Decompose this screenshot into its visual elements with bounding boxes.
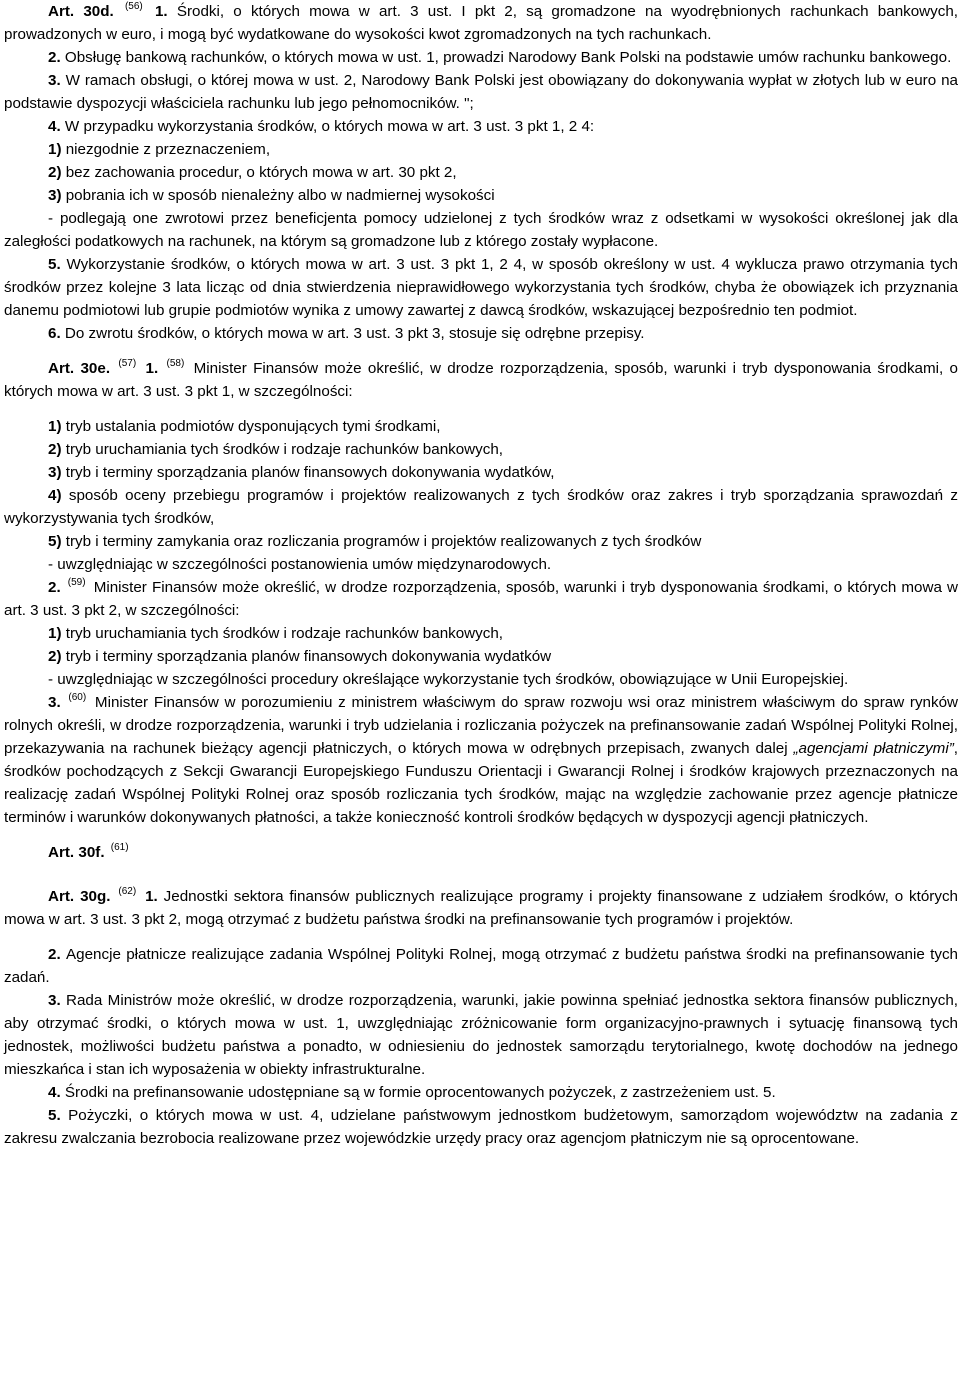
paragraph-number: 6. <box>48 325 65 342</box>
paragraph-number: Art. 30d. <box>48 3 123 20</box>
paragraph-p5 <box>4 138 958 161</box>
footnote-ref: (58) <box>166 358 185 369</box>
paragraph-p18 <box>4 576 958 622</box>
paragraph-number: 3) <box>48 187 66 204</box>
paragraph-text: Środki, o których mowa w art. 3 ust. I pkt 2, są gromadzone na wyodrębnionych rachunkach bankowych, prowadzonych w euro, i mogą być wydatkowane do wysokości kwot zgromadzonych na tych rachunkach. <box>4 3 959 43</box>
paragraph-number: 3. <box>48 694 67 711</box>
paragraph-text: Minister Finansów może określić, w drodze rozporządzenia, sposób, warunki i tryb dysponowania środkami, o których mowa w art. 3 ust. 3 pkt 1, w szczególności: <box>4 360 959 400</box>
paragraph-number: 4) <box>48 487 69 504</box>
paragraph-p26 <box>4 989 958 1081</box>
paragraph-p22 <box>4 691 958 829</box>
paragraph-p9 <box>4 253 958 322</box>
paragraph-text: - uwzględniając w szczególności postanowienia umów międzynarodowych. <box>48 556 552 573</box>
paragraph-p10 <box>4 322 958 345</box>
paragraph-p16 <box>4 530 958 553</box>
paragraph-text: Agencje płatnicze realizujące zadania Wspólnej Polityki Rolnej, mogą otrzymać z budżetu państwa środki na prefinansowanie tych zadań. <box>4 946 958 986</box>
paragraph-p13 <box>4 438 958 461</box>
paragraph-number: Art. 30g. <box>48 888 117 905</box>
paragraph-p11 <box>4 357 958 403</box>
paragraph-text: , środków pochodzących z Sekcji Gwarancji Europejskiego Funduszu Orientacji i Gwarancji Rolnej i środków krajowych przeznaczonych na realizację zadań Wspólnej Polityki Rolnej oraz sposób rozliczania tych środków, mając na względzie zachowanie przez agencje płatnicze terminów i warunków dokonywanych płatności, a także konieczność kontroli środków będących w dyspozycji agencji płatniczych. <box>4 740 958 826</box>
paragraph-p20 <box>4 645 958 668</box>
paragraph-number: 4. <box>48 118 65 135</box>
paragraph-p21 <box>4 668 958 691</box>
paragraph-text: pobrania ich w sposób nienależny albo w nadmiernej wysokości <box>65 187 495 204</box>
paragraph-number: 3. <box>48 992 67 1009</box>
paragraph-p15 <box>4 484 958 530</box>
paragraph-p7 <box>4 184 958 207</box>
paragraph-text: Do zwrotu środków, o których mowa w art. 3 ust. 3 pkt 3, stosuje się odrębne przepisy. <box>64 325 645 342</box>
paragraph-number: 3. <box>48 72 66 89</box>
footnote-ref: (62) <box>118 886 137 897</box>
paragraph-text: Środki na prefinansowanie udostępniane są w formie oprocentowanych pożyczek, z zastrzeżeniem ust. 5. <box>64 1084 776 1101</box>
paragraph-number: 2) <box>48 648 66 665</box>
paragraph-p17 <box>4 553 958 576</box>
footnote-ref: (61) <box>110 842 129 853</box>
paragraph-text: - uwzględniając w szczególności procedury określające wykorzystanie tych środków, obowiązujące w Unii Europejskiej. <box>48 671 849 688</box>
paragraph-number: 3) <box>48 464 66 481</box>
footnote-ref: (60) <box>68 692 87 703</box>
paragraph-number: 5) <box>48 533 66 550</box>
paragraph-number: 1. <box>139 888 164 905</box>
paragraph-number: 1) <box>48 418 66 435</box>
paragraph-text: tryb i terminy zamykania oraz rozliczania programów i projektów realizowanych z tych środków <box>65 533 702 550</box>
paragraph-text: - podlegają one zwrotowi przez beneficjenta pomocy udzielonej z tych środków wraz z odsetkami w wysokości określonej jak dla zaległości podatkowych na rachunek, na którym są gromadzone lub z którego zostały wypłacone. <box>4 210 958 250</box>
paragraph-p19 <box>4 622 958 645</box>
paragraph-text: W ramach obsługi, o której mowa w ust. 2, Narodowy Bank Polski jest obowiązany do dokonywania wypłat w złotych lub w euro na podstawie dyspozycji właściciela rachunku lub jego pełnomocników. "; <box>4 72 958 112</box>
paragraph-p1 <box>4 0 958 46</box>
paragraph-p25 <box>4 943 958 989</box>
paragraph-text: niezgodnie z przeznaczeniem, <box>65 141 271 158</box>
footnote-ref: (59) <box>67 577 86 588</box>
paragraph-p2 <box>4 46 958 69</box>
paragraph-text: bez zachowania procedur, o których mowa w art. 30 pkt 2, <box>65 164 457 181</box>
paragraph-text: Pożyczki, o których mowa w ust. 4, udzielane państwowym jednostkom budżetowym, samorządom województw na zadania z zakresu zwalczania bezrobocia realizowane przez wojewódzkie urzędy pracy oraz agencjom płatniczym nie są oprocentowane. <box>4 1107 959 1147</box>
footnote-ref: (56) <box>124 1 143 12</box>
paragraph-p4 <box>4 115 958 138</box>
paragraph-text: Minister Finansów może określić, w drodze rozporządzenia, sposób, warunki i tryb dysponowania środkami, o których mowa w art. 3 ust. 3 pkt 2, w szczególności: <box>4 579 958 619</box>
paragraph-text: Minister Finansów w porozumieniu z ministrem właściwym do spraw rozwoju wsi oraz ministrem właściwym do spraw rynków rolnych określi, w drodze rozporządzenia, warunki i tryb udzielania i rozliczania pożyczek na prefinansowanie zadań Wspólnej Polityki Rolnej, przekazywania na rachunek bieżący agencji płatniczych, o których mowa w odrębnych przepisach, zwanych dalej <box>4 694 959 757</box>
paragraph-text: tryb i terminy sporządzania planów finansowych dokonywania wydatków <box>65 648 552 665</box>
paragraph-number: 1. <box>139 360 165 377</box>
paragraph-number: 1) <box>48 141 66 158</box>
paragraph-p3 <box>4 69 958 115</box>
paragraph-p8 <box>4 207 958 253</box>
paragraph-text: Rada Ministrów może określić, w drodze rozporządzenia, warunki, jakie powinna spełniać jednostka sektora finansów publicznych, aby otrzymać środki, o których mowa w ust. 1, uwzględniając zróżnicowanie form organizacyjno-prawnych i sytuację finansową tych jednostek, możliwości budżetu państwa a ponadto, w odniesieniu do jednostek samorządu terytorialnego, kwotę dochodów na jednego mieszkańca i stan ich wyposażenia w obiekty infrastrukturalne. <box>4 992 958 1078</box>
paragraph-number: 5. <box>48 256 67 273</box>
paragraph-text: tryb ustalania podmiotów dysponujących tymi środkami, <box>65 418 441 435</box>
paragraph-number: 1. <box>145 3 177 20</box>
paragraph-p24 <box>4 885 958 931</box>
defined-term: „agencjami płatniczymi” <box>793 740 954 757</box>
paragraph-text: Jednostki sektora finansów publicznych realizujące programy i projekty finansowane z udziałem środków, o których mowa w art. 3 ust. 3 pkt 2, mogą otrzymać z budżetu państwa środki na prefinansowanie tych programów i projektów. <box>4 888 958 928</box>
paragraph-number: Art. 30f. <box>48 844 109 861</box>
paragraph-number: 2. <box>48 49 65 66</box>
paragraph-text: tryb uruchamiania tych środków i rodzaje rachunków bankowych, <box>65 625 504 642</box>
paragraph-p27 <box>4 1081 958 1104</box>
paragraph-number: Art. 30e. <box>48 360 117 377</box>
paragraph-p12 <box>4 415 958 438</box>
paragraph-number: 2) <box>48 164 66 181</box>
paragraph-number: 1) <box>48 625 66 642</box>
paragraph-p14 <box>4 461 958 484</box>
paragraph-p23 <box>4 841 958 864</box>
paragraph-p6 <box>4 161 958 184</box>
paragraph-text: tryb i terminy sporządzania planów finansowych dokonywania wydatków, <box>65 464 555 481</box>
paragraph-number: 2. <box>48 946 66 963</box>
paragraph-number: 4. <box>48 1084 65 1101</box>
paragraph-number: 5. <box>48 1107 69 1124</box>
paragraph-text: tryb uruchamiania tych środków i rodzaje rachunków bankowych, <box>65 441 504 458</box>
paragraph-text: Wykorzystanie środków, o których mowa w art. 3 ust. 3 pkt 1, 2 4, w sposób określony w ust. 4 wyklucza prawo otrzymania tych środków przez kolejne 3 lata licząc od dnia stwierdzenia nieprawidłowego wykorzystania tych środków, chyba że obowiązek ich przyznania danemu podmiotowi lub grupie podmiotów wynika z umowy zawartej z dawcą środków, wskazującej bezpośrednio ten podmiot. <box>4 256 959 319</box>
paragraph-text: sposób oceny przebiegu programów i projektów realizowanych z tych środków oraz zakres i tryb sporządzania sprawozdań z wykorzystywania tych środków, <box>4 487 958 527</box>
paragraph-text: W przypadku wykorzystania środków, o których mowa w art. 3 ust. 3 pkt 1, 2 4: <box>64 118 595 135</box>
paragraph-number: 2. <box>48 579 66 596</box>
paragraph-p28 <box>4 1104 958 1150</box>
footnote-ref: (57) <box>118 358 137 369</box>
paragraph-number: 2) <box>48 441 66 458</box>
paragraph-text: Obsługę bankową rachunków, o których mowa w ust. 1, prowadzi Narodowy Bank Polski na podstawie umów rachunku bankowego. <box>64 49 952 66</box>
